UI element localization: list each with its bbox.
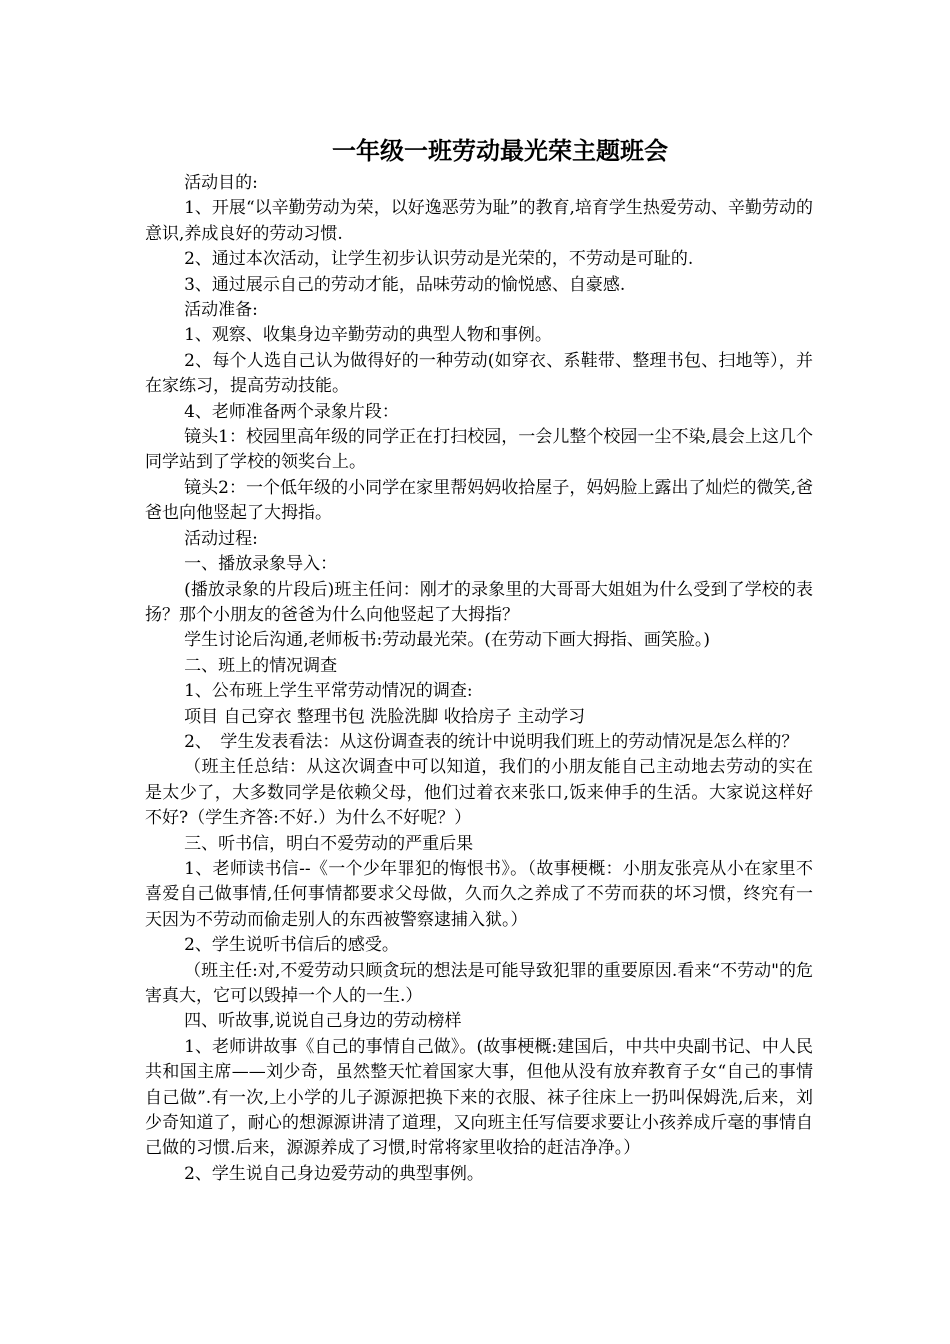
body-paragraph: 1、公布班上学生平常劳动情况的调查: — [184, 681, 473, 702]
body-paragraph: 1、老师读书信--《一个少年罪犯的悔恨书》。（故事梗概：小朋友张亮从小在家里不喜爱自己做事情,任何事情都要求父母做，久而久之养成了不劳而获的坏习惯，终究有一天因为不劳动而偷走别人的东西被警察逮捕入狱。） — [145, 858, 813, 930]
body-paragraph: 四、听故事,说说自己身边的劳动榜样 — [184, 1011, 462, 1032]
body-paragraph: 1、老师讲故事《自己的事情自己做》。(故事梗概:建国后，中共中央副书记、中人民共和国主席——刘少奇，虽然整天忙着国家大事，但他从没有放弃教育子女“自己的事情自己做”.有一次,上小学的儿子源源把换下来的衣服、袜子往床上一扔叫保姆洗,后来，刘少奇知道了，耐心的想源源讲清了道理，又向班主任写信要求要让小孩养成斤毫的事情自己做的习惯.后来，源源养成了习惯,时常将家里收拾的赶洁净净。） — [145, 1036, 813, 1159]
document-title: 一年级一班劳动最光荣主题班会 — [332, 136, 668, 165]
document-body — [145, 171, 813, 1187]
body-paragraph: 镜头2：一个低年级的小同学在家里帮妈妈收拾屋子，妈妈脸上露出了灿烂的微笑,爸爸也向他竖起了大拇指。 — [145, 477, 813, 524]
body-paragraph: （班主任总结：从这次调查中可以知道，我们的小朋友能自己主动地去劳动的实在是太少了，大多数同学是依赖父母，他们过着衣来张口,饭来伸手的生活。大家说这样好不好?（学生齐答:不好.）为什么不好呢？） — [145, 757, 813, 829]
body-paragraph: 2、通过本次活动，让学生初步认识劳动是光荣的，不劳动是可耻的. — [184, 249, 694, 270]
body-paragraph: （班主任:对,不爱劳动只顾贪玩的想法是可能导致犯罪的重要原因.看来“不劳动"的危害真大，它可以毁掉一个人的一生.） — [145, 960, 813, 1006]
body-paragraph: 1、开展“以辛勤劳动为荣，以好逸恶劳为耻”的教育,培育学生热爱劳动、辛勤劳动的意识,养成良好的劳动习惯. — [145, 198, 813, 244]
body-paragraph: 2、 学生发表看法：从这份调查表的统计中说明我们班上的劳动情况是怎么样的？ — [184, 731, 799, 752]
body-paragraph: 活动目的: — [184, 173, 258, 193]
body-paragraph: 项目 自己穿衣 整理书包 洗脸洗脚 收拾房子 主动学习 — [184, 706, 586, 727]
body-paragraph: 2、每个人选自己认为做得好的一种劳动(如穿衣、系鞋带、整理书包、扫地等），并在家练习，提高劳动技能。 — [145, 350, 813, 397]
body-paragraph: 4、老师准备两个录象片段： — [184, 401, 399, 422]
body-paragraph: 活动准备: — [184, 300, 258, 321]
body-paragraph: 二、班上的情况调查 — [184, 655, 338, 676]
body-paragraph: 3、通过展示自己的劳动才能，品味劳动的愉悦感、自豪感. — [184, 274, 626, 295]
body-paragraph: 三、听书信，明白不爱劳动的严重后果 — [184, 833, 474, 854]
body-paragraph: 2、学生说自己身边爱劳动的典型事例。 — [184, 1163, 484, 1184]
body-paragraph: 镜头1：校园里高年级的同学正在打扫校园，一会儿整个校园一尘不染,晨会上这几个同学站到了学校的领奖台上。 — [145, 427, 813, 473]
body-paragraph: 1、观察、收集身边辛勤劳动的典型人物和事例。 — [184, 325, 552, 346]
body-paragraph: 一、播放录象导入： — [184, 554, 338, 575]
body-paragraph: 2、学生说听书信后的感受。 — [184, 935, 399, 956]
body-paragraph: (播放录象的片段后)班主任问：刚才的录象里的大哥哥大姐姐为什么受到了学校的表扬？那个小朋友的爸爸为什么向他竖起了大拇指？ — [145, 579, 813, 625]
body-paragraph: 学生讨论后沟通,老师板书:劳动最光荣。(在劳动下画大拇指、画笑脸。) — [184, 630, 710, 651]
body-paragraph: 活动过程: — [184, 528, 258, 549]
